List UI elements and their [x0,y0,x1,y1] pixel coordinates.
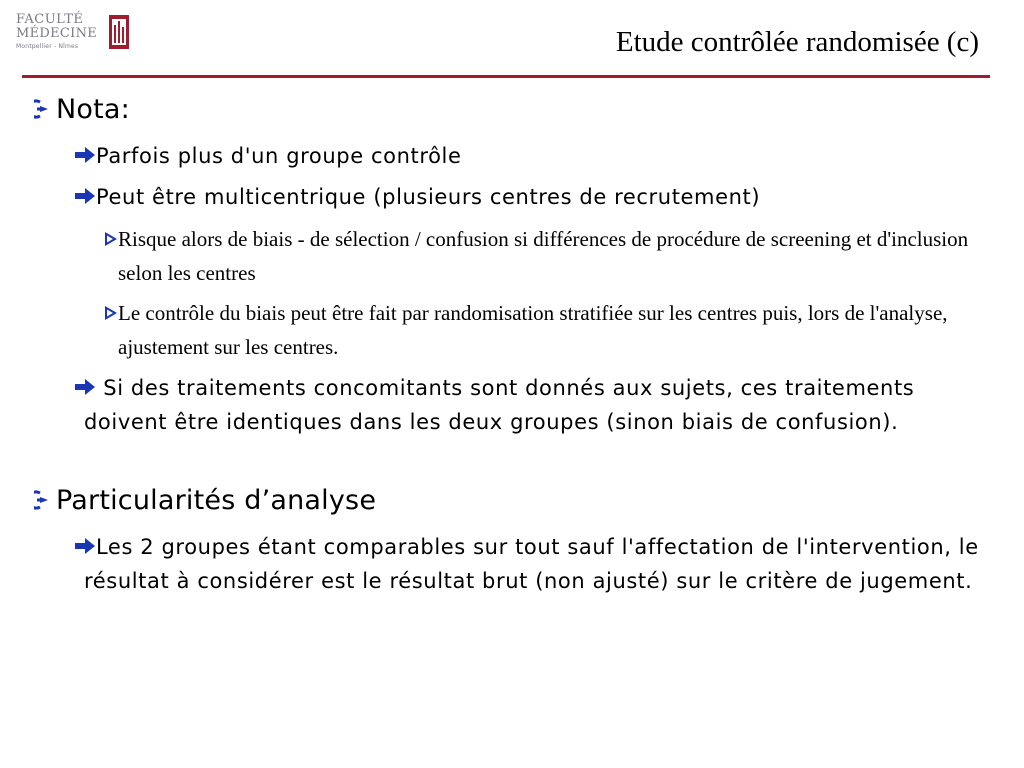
triangle-bullet-icon [104,305,118,321]
bullet-groupe-controle [74,139,462,173]
bullet-text: Peut être multicentrique (plusieurs centres de recrutement) [96,185,761,209]
arrow-right-icon [74,378,96,396]
bullet-groupes-comparables [74,530,984,598]
triangle-bullet-icon [104,231,118,247]
round-arrow-icon [34,489,56,511]
arrow-right-icon [74,537,96,555]
bullet-text: Risque alors de biais - de sélection / confusion si différences de procédure de screening et d'inclusion selon les centres [118,227,969,285]
bullet-traitements-concomitants [74,371,984,439]
arrow-right-icon [74,187,96,205]
bullet-controle-biais [104,296,998,364]
bullet-text: Le contrôle du biais peut être fait par randomisation stratifiée sur les centres puis, lors de l'analyse, ajustement sur les centres. [118,301,948,359]
bullet-multicentrique [74,180,760,214]
bullet-text: Particularités d’analyse [56,485,377,516]
bullet-text: Nota: [56,94,130,125]
bullet-text: Parfois plus d'un groupe contrôle [96,144,462,168]
slide-title: Etude contrôlée randomisée (c) [615,26,979,58]
bullet-text: Les 2 groupes étant comparables sur tout sauf l'affectation de l'intervention, le résultat à considérer est le résultat brut (non ajusté) sur le critère de jugement. [84,535,979,593]
bullet-particularites [34,485,376,516]
round-arrow-icon [34,98,56,120]
logo-line-2: MÉDECINE [16,26,98,41]
bullet-nota [34,94,130,125]
arrow-right-icon [74,146,96,164]
bullet-risque-biais [104,222,998,290]
bullet-text: Si des traitements concomitants sont donnés aux sujets, ces traitements doivent être identiques dans les deux groupes (sinon biais de confusion). [84,376,915,434]
logo-line-1: FACULTÉ [16,12,84,27]
logo-line-3: Montpellier - Nîmes [16,43,79,50]
